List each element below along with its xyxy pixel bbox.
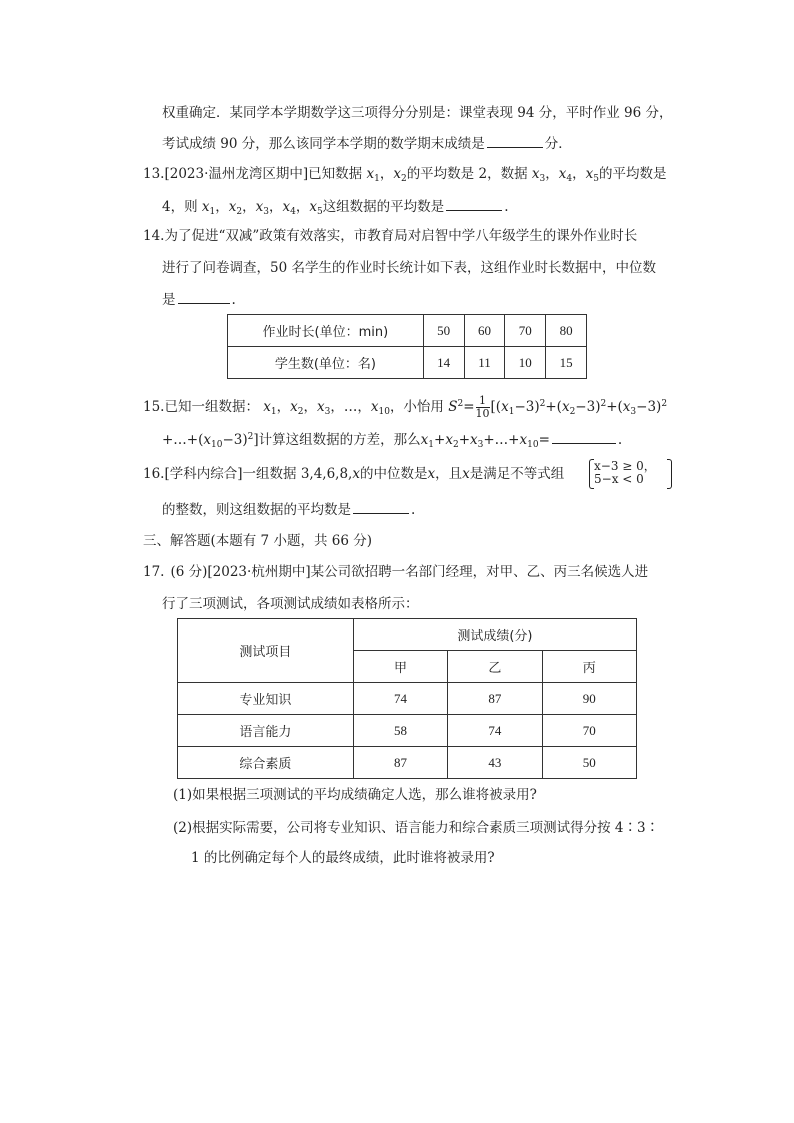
- q14-line3: 是 .: [162, 289, 236, 310]
- q17-sub2-line2: 1 的比例确定每个人的最终成绩，此时谁将被录用?: [191, 850, 495, 866]
- q17-line1: 17. (6 分)[2023·杭州期中]某公司欲招聘一名部门经理，对甲、乙、丙三名候选人进: [143, 564, 649, 580]
- candidate-scores-table: [177, 618, 637, 779]
- table-cell: 50: [423, 315, 464, 347]
- table-cell: 70: [542, 715, 636, 747]
- homework-time-table: [227, 314, 587, 379]
- q15-line2: $+\dots+(x_{10}-3)^2$]计算这组数据的方差，那么$x_1+x_2+x_3+\dots+x_{10}=$ .: [162, 427, 622, 455]
- table-cell: 43: [448, 747, 542, 779]
- table-row-label: 学生数(单位：名): [228, 347, 424, 379]
- table-cell: 15: [546, 347, 587, 379]
- q12-line2: 考试成绩 90 分，那么该同学本学期的数学期末成绩是 分．: [162, 133, 572, 154]
- answer-blank[interactable]: [552, 429, 616, 444]
- table-row: [178, 683, 637, 715]
- table-cell: 10: [505, 347, 546, 379]
- table-cell: 74: [448, 715, 542, 747]
- table-row-label: 专业知识: [178, 683, 354, 715]
- q14-line1: 14.为了促进“双减”政策有效落实，市教育局对启智中学八年级学生的课外作业时长: [143, 228, 638, 244]
- q13-line1: 13.[2023·温州龙湾区期中]已知数据 $x_1$，$x_2$的平均数是 2，数据 $x_3$，$x_4$，$x_5$的平均数是: [143, 166, 667, 184]
- answer-blank[interactable]: [446, 196, 502, 211]
- answer-blank[interactable]: [178, 289, 230, 304]
- table-cell: 87: [448, 683, 542, 715]
- table-cell: 58: [353, 715, 447, 747]
- q12-line1: 权重确定．某同学本学期数学这三项得分分别是：课堂表现 94 分，平时作业 96 分，: [162, 105, 673, 121]
- table-row-label: 综合素质: [178, 747, 354, 779]
- q17-sub2-line1: (2)根据实际需要，公司将专业知识、语言能力和综合素质三项测试得分按 4∶3∶: [173, 820, 660, 836]
- q16-line1: 16.[学科内综合]一组数据 3,4,6,8,x的中位数是x，且x是满足不等式组: [143, 466, 565, 482]
- table-cell: 14: [423, 347, 464, 379]
- answer-blank[interactable]: [487, 133, 543, 148]
- table-cell: 60: [464, 315, 505, 347]
- table-row-label: 作业时长(单位：min): [228, 315, 424, 347]
- q15-line1: 15.已知一组数据： $x_1$，$x_2$，$x_3$，…，$x_{10}$，小怡用 $S^2=$ $\frac{1}{10}$ [$(x_1-3)^2+(x_2-3)^2+(x_3-3)^2$: [143, 394, 668, 420]
- table-row: [178, 715, 637, 747]
- header-test-item: 测试项目: [178, 619, 354, 683]
- table-cell: 74: [353, 683, 447, 715]
- header-test-score: 测试成绩(分): [353, 619, 636, 651]
- table-cell: 70: [505, 315, 546, 347]
- q13-line2: 4，则 $x_1$，$x_2$，$x_3$，$x_4$，$x_5$这组数据的平均数是 .: [162, 196, 508, 222]
- q17-sub1: (1)如果根据三项测试的平均成绩确定人选，那么谁将被录用?: [173, 787, 537, 803]
- answer-blank[interactable]: [353, 499, 409, 514]
- header-candidate: 丙: [542, 651, 636, 683]
- q14-line2: 进行了问卷调查，50 名学生的作业时长统计如下表，这组作业时长数据中，中位数: [162, 260, 656, 276]
- table-cell: 87: [353, 747, 447, 779]
- q16-line2: 的整数，则这组数据的平均数是 .: [162, 499, 415, 520]
- table-cell: 90: [542, 683, 636, 715]
- table-cell: 80: [546, 315, 587, 347]
- table-row-label: 语言能力: [178, 715, 354, 747]
- section-heading: 三、解答题(本题有 7 小题，共 66 分): [143, 533, 372, 549]
- fraction: $\frac{1}{10}$: [475, 394, 490, 420]
- header-candidate: 甲: [353, 651, 447, 683]
- right-brace: [667, 459, 672, 489]
- table-cell: 11: [464, 347, 505, 379]
- table-row: [178, 747, 637, 779]
- table-cell: 50: [542, 747, 636, 779]
- q17-line2: 行了三项测试，各项测试成绩如表格所示：: [162, 596, 419, 612]
- header-candidate: 乙: [448, 651, 542, 683]
- inequality-system: x−3 ≥ 0， 5−x < 0: [594, 459, 656, 486]
